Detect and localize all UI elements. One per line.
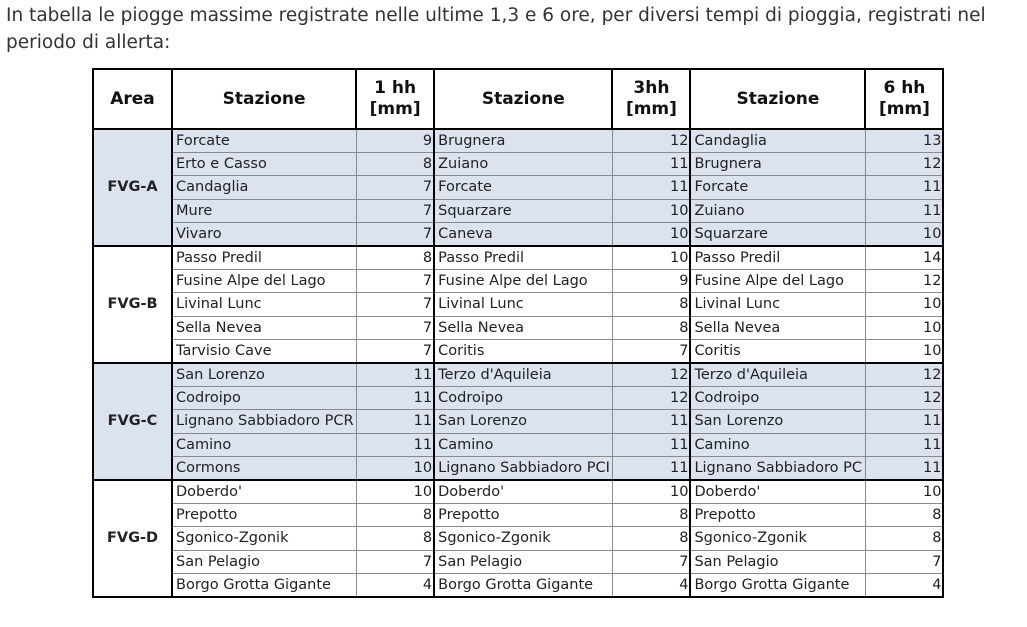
station-6h-cell: Lignano Sabbiadoro PC: [690, 456, 865, 479]
value-6h-cell: 12: [865, 363, 943, 386]
value-1h-cell: 7: [356, 340, 434, 363]
table-row: [93, 363, 943, 386]
value-3h-cell: 7: [612, 340, 690, 363]
station-6h-cell: Sella Nevea: [690, 316, 865, 339]
station-3h-cell: Codroipo: [434, 386, 612, 409]
value-3h-cell: 12: [612, 363, 690, 386]
station-6h-cell: Fusine Alpe del Lago: [690, 269, 865, 292]
table-row: [93, 293, 943, 316]
station-1h-cell: Vivaro: [172, 223, 356, 246]
value-6h-cell: 10: [865, 340, 943, 363]
value-6h-cell: 10: [865, 223, 943, 246]
station-6h-cell: Camino: [690, 433, 865, 456]
value-1h-cell: 8: [356, 527, 434, 550]
table-header-row: [93, 69, 943, 129]
station-3h-cell: Zuiano: [434, 152, 612, 175]
station-3h-cell: Doberdo': [434, 480, 612, 503]
value-6h-cell: 11: [865, 176, 943, 199]
value-1h-cell: 7: [356, 223, 434, 246]
value-1h-cell: 7: [356, 550, 434, 573]
station-3h-cell: San Lorenzo: [434, 410, 612, 433]
station-1h-cell: Fusine Alpe del Lago: [172, 269, 356, 292]
station-6h-cell: Codroipo: [690, 386, 865, 409]
intro-paragraph: In tabella le piogge massime registrate nelle ultime 1,3 e 6 ore, per diversi tempi di pioggia, registrati nel periodo di allerta:: [6, 5, 986, 53]
value-6h-cell: 10: [865, 293, 943, 316]
station-6h-cell: Livinal Lunc: [690, 293, 865, 316]
table-row: [93, 386, 943, 409]
station-3h-cell: Passo Predil: [434, 246, 612, 269]
table-row: [93, 433, 943, 456]
value-1h-cell: 8: [356, 246, 434, 269]
value-1h-cell: 11: [356, 363, 434, 386]
table-row: [93, 199, 943, 222]
value-3h-cell: 10: [612, 480, 690, 503]
value-1h-cell: 11: [356, 386, 434, 409]
station-1h-cell: Codroipo: [172, 386, 356, 409]
table-row: [93, 527, 943, 550]
table-row: [93, 573, 943, 596]
station-3h-cell: Coritis: [434, 340, 612, 363]
value-1h-cell: 7: [356, 293, 434, 316]
station-3h-cell: San Pelagio: [434, 550, 612, 573]
station-3h-cell: Fusine Alpe del Lago: [434, 269, 612, 292]
area-cell: FVG-C: [93, 363, 172, 480]
station-6h-cell: Zuiano: [690, 199, 865, 222]
header-station-6h: Stazione: [690, 69, 865, 129]
station-6h-cell: Forcate: [690, 176, 865, 199]
station-3h-cell: Sella Nevea: [434, 316, 612, 339]
station-6h-cell: Doberdo': [690, 480, 865, 503]
station-3h-cell: Brugnera: [434, 129, 612, 152]
table-row: [93, 503, 943, 526]
station-6h-cell: Terzo d'Aquileia: [690, 363, 865, 386]
value-6h-cell: 4: [865, 573, 943, 596]
value-3h-cell: 11: [612, 456, 690, 479]
value-6h-cell: 13: [865, 129, 943, 152]
area-cell: FVG-D: [93, 480, 172, 597]
table-row: [93, 269, 943, 292]
value-1h-cell: 9: [356, 129, 434, 152]
value-6h-cell: 11: [865, 433, 943, 456]
table-row: [93, 152, 943, 175]
station-1h-cell: Mure: [172, 199, 356, 222]
station-1h-cell: Erto e Casso: [172, 152, 356, 175]
value-6h-cell: 12: [865, 386, 943, 409]
table-row: [93, 340, 943, 363]
station-3h-cell: Borgo Grotta Gigante: [434, 573, 612, 596]
table-row: [93, 480, 943, 503]
value-1h-cell: 8: [356, 503, 434, 526]
station-3h-cell: Squarzare: [434, 199, 612, 222]
value-3h-cell: 12: [612, 129, 690, 152]
station-1h-cell: Forcate: [172, 129, 356, 152]
header-area: Area: [93, 69, 172, 129]
value-6h-cell: 14: [865, 246, 943, 269]
station-1h-cell: Borgo Grotta Gigante: [172, 573, 356, 596]
station-1h-cell: San Lorenzo: [172, 363, 356, 386]
value-6h-cell: 7: [865, 550, 943, 573]
value-3h-cell: 8: [612, 503, 690, 526]
value-1h-cell: 7: [356, 316, 434, 339]
station-1h-cell: Sgonico-Zgonik: [172, 527, 356, 550]
station-6h-cell: Sgonico-Zgonik: [690, 527, 865, 550]
station-3h-cell: Camino: [434, 433, 612, 456]
table-row: [93, 410, 943, 433]
value-3h-cell: 11: [612, 176, 690, 199]
value-6h-cell: 10: [865, 480, 943, 503]
station-6h-cell: San Pelagio: [690, 550, 865, 573]
station-6h-cell: Borgo Grotta Gigante: [690, 573, 865, 596]
table-row: [93, 129, 943, 152]
station-6h-cell: Passo Predil: [690, 246, 865, 269]
value-3h-cell: 8: [612, 527, 690, 550]
table-row: [93, 316, 943, 339]
value-1h-cell: 7: [356, 176, 434, 199]
table-row: [93, 550, 943, 573]
station-6h-cell: San Lorenzo: [690, 410, 865, 433]
area-cell: FVG-B: [93, 246, 172, 363]
station-3h-cell: Prepotto: [434, 503, 612, 526]
station-6h-cell: Candaglia: [690, 129, 865, 152]
value-3h-cell: 9: [612, 269, 690, 292]
value-1h-cell: 7: [356, 199, 434, 222]
station-1h-cell: Passo Predil: [172, 246, 356, 269]
table-body: [93, 129, 943, 597]
station-3h-cell: Forcate: [434, 176, 612, 199]
value-1h-cell: 11: [356, 410, 434, 433]
value-3h-cell: 12: [612, 386, 690, 409]
header-station-3h: Stazione: [434, 69, 612, 129]
station-3h-cell: Caneva: [434, 223, 612, 246]
value-3h-cell: 8: [612, 293, 690, 316]
station-1h-cell: Doberdo': [172, 480, 356, 503]
value-6h-cell: 11: [865, 410, 943, 433]
value-6h-cell: 8: [865, 527, 943, 550]
value-6h-cell: 11: [865, 199, 943, 222]
area-cell: FVG-A: [93, 129, 172, 246]
header-value-6h: 6 hh [mm]: [865, 69, 943, 129]
station-3h-cell: Livinal Lunc: [434, 293, 612, 316]
station-6h-cell: Prepotto: [690, 503, 865, 526]
station-1h-cell: Sella Nevea: [172, 316, 356, 339]
station-1h-cell: Cormons: [172, 456, 356, 479]
value-6h-cell: 12: [865, 269, 943, 292]
value-3h-cell: 7: [612, 550, 690, 573]
station-6h-cell: Coritis: [690, 340, 865, 363]
station-1h-cell: Prepotto: [172, 503, 356, 526]
value-3h-cell: 11: [612, 410, 690, 433]
table-row: [93, 176, 943, 199]
header-value-3h: 3hh [mm]: [612, 69, 690, 129]
value-1h-cell: 10: [356, 480, 434, 503]
value-3h-cell: 4: [612, 573, 690, 596]
value-3h-cell: 10: [612, 199, 690, 222]
station-6h-cell: Brugnera: [690, 152, 865, 175]
station-3h-cell: Lignano Sabbiadoro PCI: [434, 456, 612, 479]
value-1h-cell: 10: [356, 456, 434, 479]
value-3h-cell: 11: [612, 433, 690, 456]
header-station-1h: Stazione: [172, 69, 356, 129]
table-row: [93, 246, 943, 269]
value-3h-cell: 11: [612, 152, 690, 175]
station-1h-cell: Lignano Sabbiadoro PCR: [172, 410, 356, 433]
station-1h-cell: Tarvisio Cave: [172, 340, 356, 363]
table-row: [93, 223, 943, 246]
value-3h-cell: 10: [612, 223, 690, 246]
value-6h-cell: 10: [865, 316, 943, 339]
station-6h-cell: Squarzare: [690, 223, 865, 246]
value-3h-cell: 10: [612, 246, 690, 269]
station-1h-cell: Camino: [172, 433, 356, 456]
value-6h-cell: 11: [865, 456, 943, 479]
table-row: [93, 456, 943, 479]
value-6h-cell: 8: [865, 503, 943, 526]
value-1h-cell: 4: [356, 573, 434, 596]
header-value-1h: 1 hh [mm]: [356, 69, 434, 129]
station-3h-cell: Terzo d'Aquileia: [434, 363, 612, 386]
station-1h-cell: Livinal Lunc: [172, 293, 356, 316]
value-3h-cell: 8: [612, 316, 690, 339]
value-1h-cell: 7: [356, 269, 434, 292]
station-3h-cell: Sgonico-Zgonik: [434, 527, 612, 550]
value-1h-cell: 11: [356, 433, 434, 456]
value-6h-cell: 12: [865, 152, 943, 175]
station-1h-cell: San Pelagio: [172, 550, 356, 573]
station-1h-cell: Candaglia: [172, 176, 356, 199]
value-1h-cell: 8: [356, 152, 434, 175]
rainfall-table: [92, 68, 944, 598]
